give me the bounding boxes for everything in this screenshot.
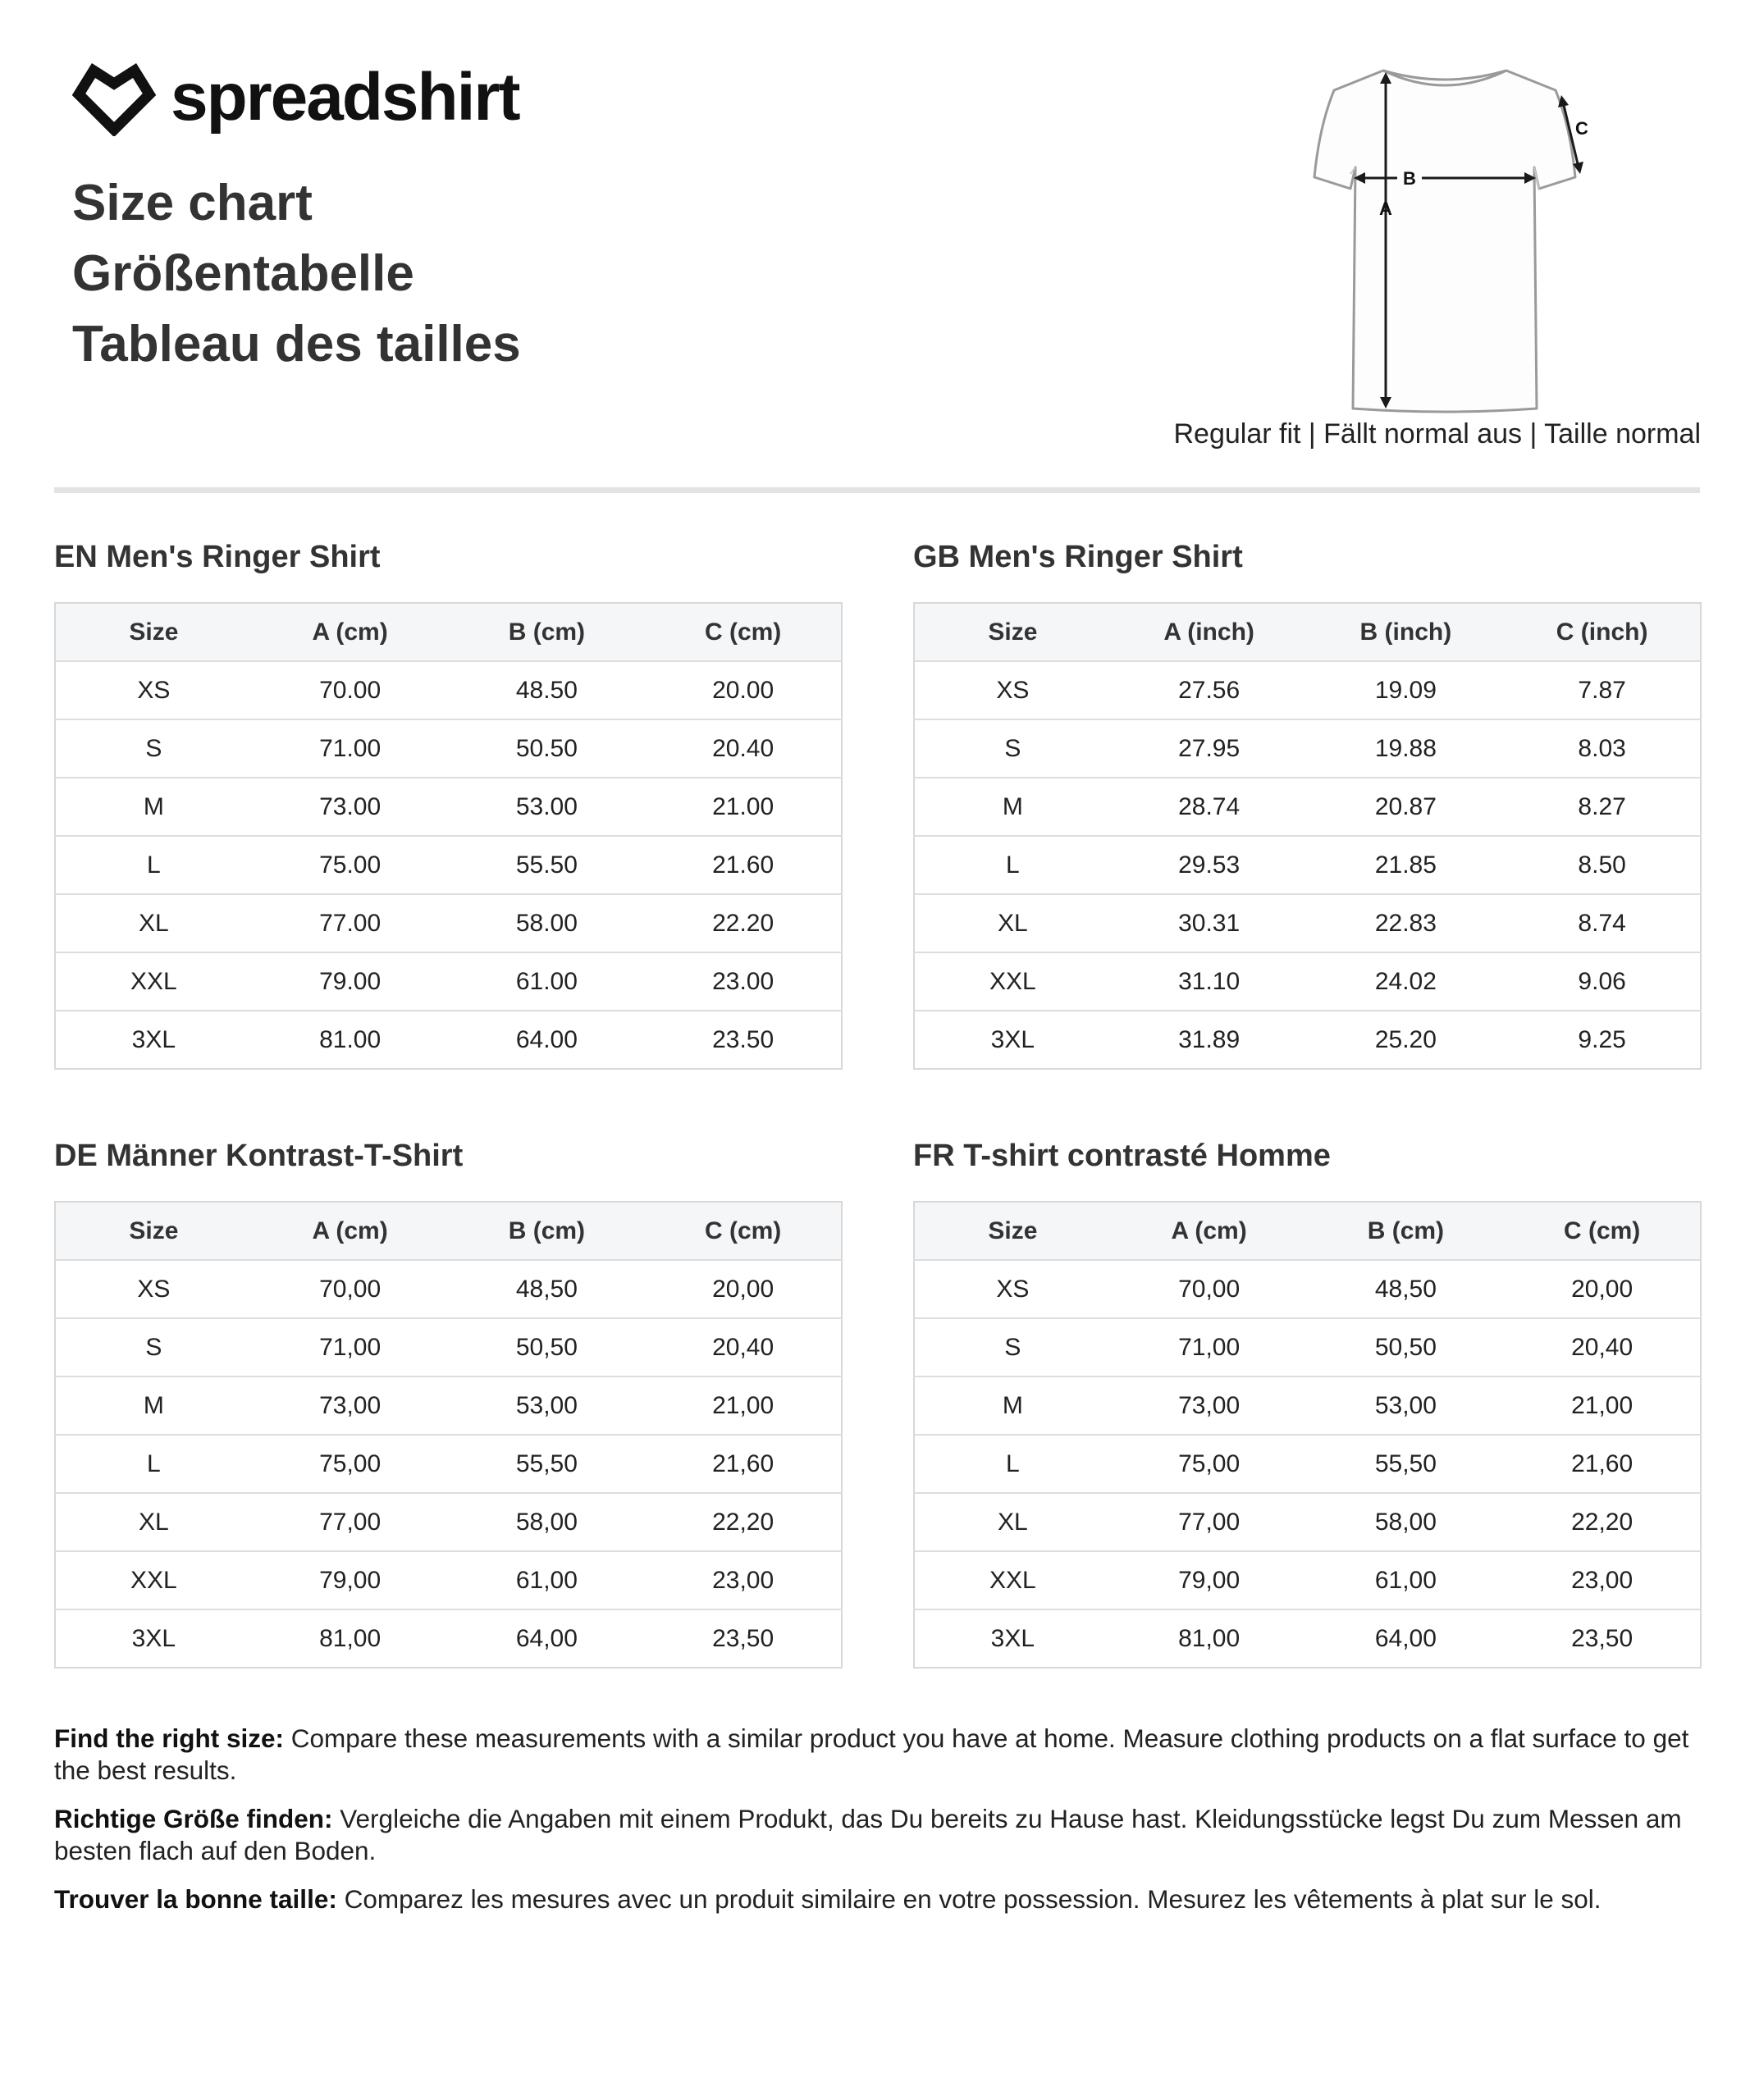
table-row: [914, 1435, 1701, 1493]
column-header: B (inch): [1308, 603, 1505, 661]
table-row: [55, 1011, 842, 1069]
table-row: [55, 1318, 842, 1376]
measurement-cell: 75,00: [1111, 1435, 1308, 1493]
measurement-cell: 8.03: [1504, 719, 1701, 778]
measurement-cell: 55.50: [449, 836, 646, 894]
column-header: A (cm): [1111, 1202, 1308, 1260]
measurement-cell: 58,00: [449, 1493, 646, 1551]
measurement-cell: 71,00: [1111, 1318, 1308, 1376]
measurement-cell: 58,00: [1308, 1493, 1505, 1551]
size-cell: M: [55, 778, 252, 836]
measurement-cell: 30.31: [1111, 894, 1308, 952]
measurement-cell: 70,00: [1111, 1260, 1308, 1318]
column-header: Size: [55, 1202, 252, 1260]
size-cell: M: [55, 1376, 252, 1435]
column-header: Size: [914, 1202, 1111, 1260]
size-cell: XXL: [914, 1551, 1111, 1609]
measurement-cell: 22,20: [645, 1493, 842, 1551]
measurement-cell: 48,50: [1308, 1260, 1505, 1318]
note-text: Comparez les mesures avec un produit similaire en votre possession. Mesurez les vêtements à plat sur le sol.: [336, 1884, 1602, 1914]
measurement-cell: 21.85: [1308, 836, 1505, 894]
brand-name: spreadshirt: [171, 60, 519, 135]
measurement-cell: 64,00: [1374, 1624, 1437, 1652]
table-row: [914, 1493, 1701, 1551]
column-header: B (cm): [449, 603, 646, 661]
size-table-section: [54, 1140, 843, 1669]
column-header: C (cm): [645, 1202, 842, 1260]
size-table-section: [54, 541, 843, 1070]
table-row: [914, 719, 1701, 778]
table-row: [55, 1493, 842, 1551]
tshirt-outline: [1314, 71, 1575, 412]
measurement-cell: 21,00: [1504, 1376, 1701, 1435]
measurement-cell: 25.20: [1374, 1025, 1437, 1053]
size-table: [54, 1201, 843, 1669]
note-en: [54, 1723, 1703, 1787]
measurement-cell: 22.83: [1308, 894, 1505, 952]
table-row: [914, 1609, 1701, 1668]
note-de: [54, 1803, 1703, 1867]
measurement-cell: 53,00: [1308, 1376, 1505, 1435]
measurement-cell: 61.00: [449, 952, 646, 1011]
measure-a-label: A: [1379, 199, 1392, 219]
size-cell: L: [914, 1435, 1111, 1493]
measurement-cell: 31.10: [1111, 952, 1308, 1011]
table-header-row: [55, 603, 842, 661]
page-titles: [72, 168, 521, 380]
column-header: A (cm): [252, 1202, 449, 1260]
measurement-cell: 22.20: [645, 894, 842, 952]
title-en: Size chart: [72, 175, 313, 231]
column-header: Size: [55, 603, 252, 661]
note-fr: [54, 1883, 1703, 1915]
table-row: [55, 1260, 842, 1318]
table-row: [914, 1551, 1701, 1609]
size-cell: XS: [914, 1260, 1111, 1318]
size-cell: S: [55, 1318, 252, 1376]
table-header-row: [914, 1202, 1701, 1260]
measurement-cell: 50.50: [449, 719, 646, 778]
table-row: [55, 661, 842, 719]
column-header: A (cm): [252, 603, 449, 661]
measurement-cell: 58.00: [449, 894, 646, 952]
size-cell: XXL: [55, 952, 252, 1011]
measurement-cell: 73.00: [252, 778, 449, 836]
size-cell: XS: [55, 661, 252, 719]
size-cell: XL: [55, 894, 252, 952]
size-cell: L: [914, 836, 1111, 894]
table-title: DE Männer Kontrast-T-Shirt: [54, 1139, 464, 1173]
table-row: [55, 1609, 842, 1668]
measurement-notes: [54, 1723, 1703, 1932]
size-cell: 3XL: [990, 1624, 1035, 1652]
table-row: [55, 719, 842, 778]
measurement-cell: 21.60: [645, 836, 842, 894]
column-header: B (cm): [449, 1202, 646, 1260]
measurement-cell: 20.87: [1308, 778, 1505, 836]
measurement-cell: 23.50: [712, 1025, 774, 1053]
size-cell: S: [55, 719, 252, 778]
measurement-cell: 8.74: [1504, 894, 1701, 952]
measurement-cell: 79.00: [252, 952, 449, 1011]
measurement-cell: 77,00: [1111, 1493, 1308, 1551]
size-cell: 3XL: [990, 1025, 1035, 1053]
table-title: GB Men's Ringer Shirt: [913, 540, 1243, 574]
measurement-cell: 75.00: [252, 836, 449, 894]
measurement-cell: 20.40: [645, 719, 842, 778]
table-row: [914, 1260, 1701, 1318]
measurement-cell: 53,00: [449, 1376, 646, 1435]
measurement-cell: 31.89: [1178, 1025, 1241, 1053]
note-label: Find the right size:: [54, 1723, 284, 1753]
measurement-cell: 9.06: [1504, 952, 1701, 1011]
measurement-cell: 20,00: [1504, 1260, 1701, 1318]
measurement-cell: 64.00: [515, 1025, 578, 1053]
size-cell: XS: [914, 661, 1111, 719]
column-header: Size: [914, 603, 1111, 661]
measurement-cell: 21,60: [645, 1435, 842, 1493]
table-row: [914, 778, 1701, 836]
title-fr: Tableau des tailles: [72, 316, 521, 372]
size-cell: L: [55, 1435, 252, 1493]
measurement-cell: 70,00: [252, 1260, 449, 1318]
measurement-cell: 73,00: [1111, 1376, 1308, 1435]
size-cell: S: [914, 1318, 1111, 1376]
measurement-cell: 81,00: [319, 1624, 382, 1652]
measurement-cell: 23.00: [645, 952, 842, 1011]
measurement-cell: 8.27: [1504, 778, 1701, 836]
measurement-cell: 71.00: [252, 719, 449, 778]
size-table-section: [913, 541, 1702, 1070]
size-cell: XL: [914, 894, 1111, 952]
size-cell: XL: [914, 1493, 1111, 1551]
measurement-cell: 77,00: [252, 1493, 449, 1551]
note-text: Vergleiche die Angaben mit einem Produkt, das Du bereits zu Hause hast. Kleidungsstücke legst Du zum Messen am besten flach auf den Boden.: [54, 1804, 1682, 1865]
measurement-cell: 81,00: [1178, 1624, 1241, 1652]
measurement-cell: 21,00: [645, 1376, 842, 1435]
table-title: FR T-shirt contrasté Homme: [913, 1139, 1331, 1173]
table-row: [55, 836, 842, 894]
table-row: [914, 1318, 1701, 1376]
table-row: [55, 894, 842, 952]
size-cell: L: [55, 836, 252, 894]
measurement-cell: 50,50: [1308, 1318, 1505, 1376]
measurement-cell: 21.00: [645, 778, 842, 836]
size-cell: M: [914, 778, 1111, 836]
spreadshirt-logo: [71, 59, 519, 136]
size-cell: XXL: [914, 952, 1111, 1011]
note-label: Trouver la bonne taille:: [54, 1884, 337, 1914]
measurement-cell: 23,50: [1571, 1624, 1633, 1652]
size-table: [913, 1201, 1702, 1669]
measurement-cell: 55,50: [449, 1435, 646, 1493]
measurement-cell: 71,00: [252, 1318, 449, 1376]
size-cell: XL: [55, 1493, 252, 1551]
measurement-cell: 48.50: [449, 661, 646, 719]
column-header: B (cm): [1308, 1202, 1505, 1260]
size-cell: S: [914, 719, 1111, 778]
table-header-row: [55, 1202, 842, 1260]
table-row: [55, 778, 842, 836]
measurement-cell: 50,50: [449, 1318, 646, 1376]
measurement-cell: 19.88: [1308, 719, 1505, 778]
table-row: [55, 952, 842, 1011]
size-table-section: [913, 1140, 1702, 1669]
table-header-row: [914, 603, 1701, 661]
measurement-cell: 23,50: [712, 1624, 774, 1652]
size-cell: M: [914, 1376, 1111, 1435]
column-header: C (inch): [1504, 603, 1701, 661]
header-divider: [54, 487, 1700, 493]
measurement-cell: 19.09: [1308, 661, 1505, 719]
measurement-cell: 8.50: [1504, 836, 1701, 894]
measurement-cell: 70.00: [252, 661, 449, 719]
measurement-cell: 79,00: [1111, 1551, 1308, 1609]
measurement-cell: 61,00: [449, 1551, 646, 1609]
measurement-cell: 20.00: [645, 661, 842, 719]
column-header: C (cm): [1504, 1202, 1701, 1260]
measurement-cell: 27.95: [1111, 719, 1308, 778]
measurement-cell: 20,40: [1504, 1318, 1701, 1376]
size-cell: XS: [55, 1260, 252, 1318]
size-cell: XXL: [55, 1551, 252, 1609]
size-cell: 3XL: [131, 1025, 176, 1053]
measurement-cell: 79,00: [252, 1551, 449, 1609]
measure-b-label: B: [1403, 168, 1416, 189]
table-row: [914, 1011, 1701, 1069]
table-row: [55, 1435, 842, 1493]
measurement-cell: 24.02: [1308, 952, 1505, 1011]
measurement-cell: 22,20: [1504, 1493, 1701, 1551]
measure-c-label: C: [1575, 118, 1588, 139]
measurement-cell: 23,00: [645, 1551, 842, 1609]
measurement-cell: 29.53: [1111, 836, 1308, 894]
table-row: [914, 894, 1701, 952]
measurement-cell: 53.00: [449, 778, 646, 836]
table-row: [914, 661, 1701, 719]
measurement-cell: 21,60: [1504, 1435, 1701, 1493]
measurement-cell: 20,00: [645, 1260, 842, 1318]
measurement-cell: 73,00: [252, 1376, 449, 1435]
column-header: C (cm): [645, 603, 842, 661]
size-table: [54, 602, 843, 1070]
measurement-cell: 75,00: [252, 1435, 449, 1493]
measurement-cell: 48,50: [449, 1260, 646, 1318]
size-table: [913, 602, 1702, 1070]
measurement-cell: 77.00: [252, 894, 449, 952]
size-cell: 3XL: [131, 1624, 176, 1652]
measurement-cell: 20,40: [645, 1318, 842, 1376]
measurement-cell: 61,00: [1308, 1551, 1505, 1609]
measurement-cell: 9.25: [1578, 1025, 1626, 1053]
heart-logo-icon: [71, 59, 158, 136]
measurement-cell: 28.74: [1111, 778, 1308, 836]
table-row: [914, 952, 1701, 1011]
note-label: Richtige Größe finden:: [54, 1804, 333, 1833]
table-title: EN Men's Ringer Shirt: [54, 540, 381, 574]
measurement-cell: 81.00: [319, 1025, 382, 1053]
note-text: Compare these measurements with a similar product you have at home. Measure clothing products on a flat surface to get the best results.: [54, 1723, 1689, 1785]
table-row: [55, 1376, 842, 1435]
table-row: [914, 1376, 1701, 1435]
column-header: A (inch): [1111, 603, 1308, 661]
measurement-cell: 27.56: [1111, 661, 1308, 719]
measurement-cell: 55,50: [1308, 1435, 1505, 1493]
fit-note: Regular fit | Fällt normal aus | Taille normal: [1173, 418, 1701, 450]
tshirt-measurement-diagram: [1286, 52, 1603, 417]
measurement-cell: 64,00: [515, 1624, 578, 1652]
title-de: Größentabelle: [72, 245, 414, 302]
table-row: [914, 836, 1701, 894]
measurement-cell: 7.87: [1504, 661, 1701, 719]
table-row: [55, 1551, 842, 1609]
measurement-cell: 23,00: [1504, 1551, 1701, 1609]
